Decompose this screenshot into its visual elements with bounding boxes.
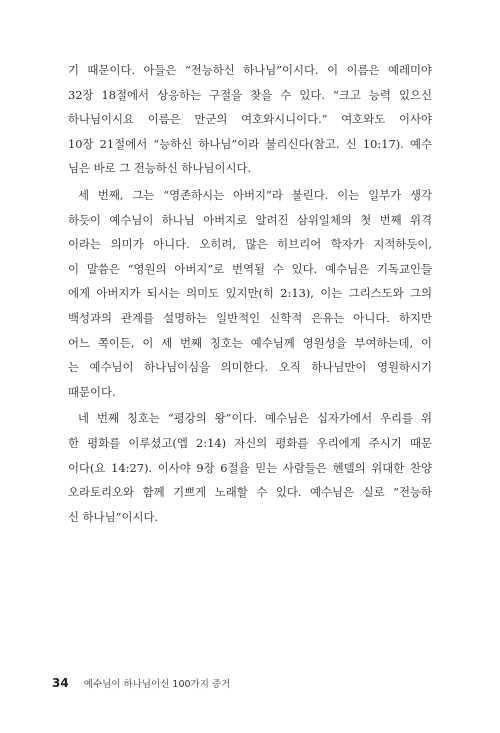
running-title: 예수님이 하나님이신 100가지 증거 [83,679,231,690]
paragraph-2 [68,183,432,404]
text-line: 에게 아버지가 되시는 의미도 있지만(히 2:13), 이는 그리스도와 그의 [68,286,432,301]
text-line: 님은 바로 그 전능하신 하나님이시다. [68,161,252,176]
text-line: 백성과의 관계를 설명하는 일반적인 신학적 은유는 아니다. 하지만 [68,310,432,325]
text-line: 신 하나님”이시다. [68,509,159,524]
text-line: 한 평화를 이루셨고(엡 2:14) 자신의 평화를 우리에게 주시기 때문 [68,435,432,450]
text-line: 기 때문이다. 아들은 “전능하신 하나님”이시다. 이 이름은 예레미야 [68,63,432,77]
text-line: 세 번째, 그는 “영존하시는 아버지”라 불린다. 이는 일부가 생각 [78,187,432,202]
paragraph-3 [68,406,432,529]
text-line: 오라토리오와 함께 기쁘게 노래할 수 있다. 예수님은 실로 “전능하 [68,485,432,500]
text-line: 이 말씀은 “영원의 아버지”로 번역될 수 있다. 예수님은 기독교인들 [68,261,432,276]
text-line: 이다(요 14:27). 이사야 9장 6절을 믿는 사람들은 헨델의 위대한 찬양 [68,460,432,475]
text-line: 하듯이 예수님이 하나님 아버지로 알려진 삼위일체의 첫 번째 위격 [68,212,432,227]
body-text [68,58,432,529]
text-line: 어느 쪽이든, 이 세 번째 칭호는 예수님께 영원성을 부여하는데, 이 [68,335,432,350]
text-line: 하나님이시요 이름은 만군의 여호와시니이다.” 여호와도 이사야 [68,112,432,127]
text-line: 네 번째 칭호는 “평강의 왕”이다. 예수님은 십자가에서 우리를 위 [78,411,432,426]
text-line: 32장 18절에서 상응하는 구절을 찾을 수 있다. “크고 능력 있으신 [68,87,432,102]
page-footer [52,672,452,688]
text-line: 때문이다. [68,384,116,399]
text-line: 는 예수님이 하나님이심을 의미한다. 오직 하나님만이 영원하시기 [68,360,432,375]
text-line: 이라는 의미가 아니다. 오히려, 많은 히브리어 학자가 지적하듯이, [68,237,432,252]
page-number: 34 [52,676,69,690]
text-line: 10장 21절에서 “능하신 하나님”이라 불리신다(참고. 신 10:17). 예수 [68,136,432,151]
paragraph-1 [68,58,432,181]
